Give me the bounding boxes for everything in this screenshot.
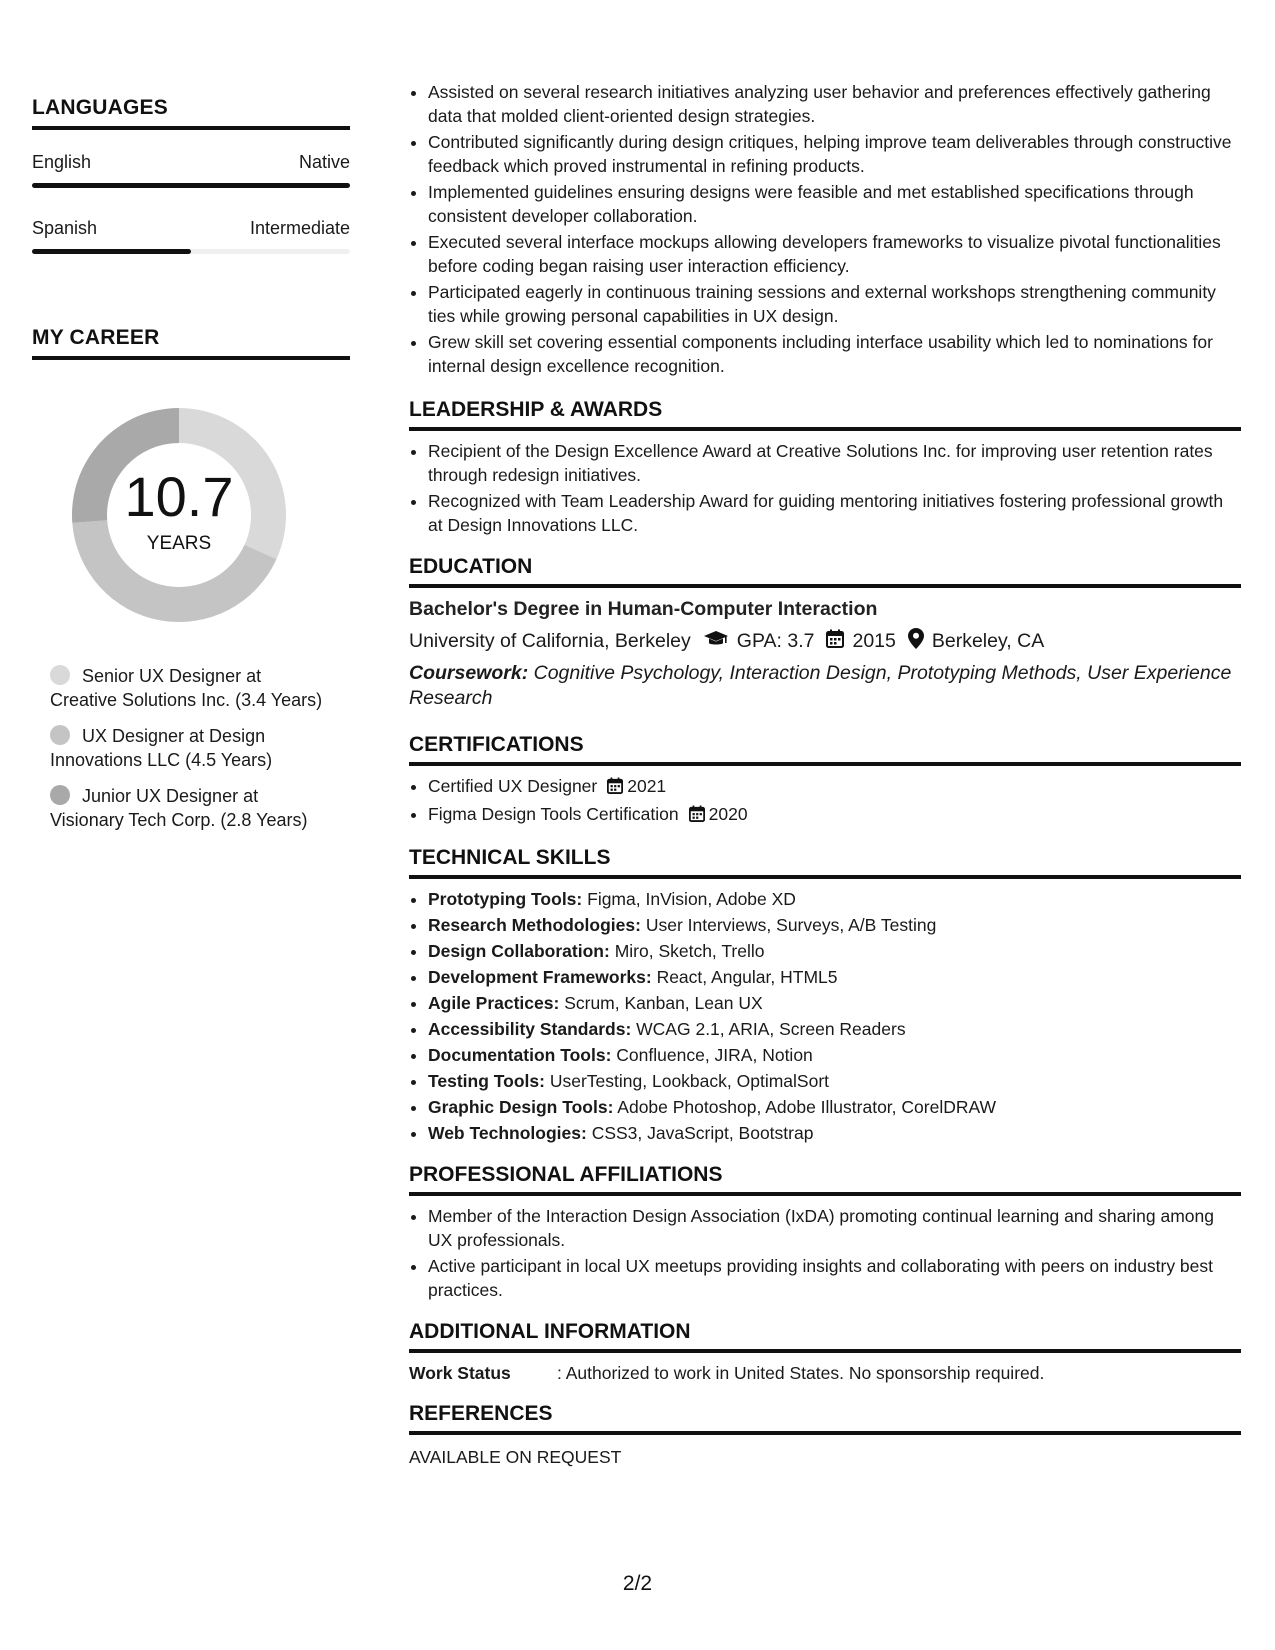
skill-value: Miro, Sketch, Trello	[614, 941, 765, 961]
coursework	[409, 661, 1241, 711]
certification-year: 2020	[708, 804, 748, 824]
career-years-unit: YEARS	[146, 533, 212, 554]
skill-label: Research Methodologies:	[428, 915, 641, 935]
calendar-icon	[689, 804, 705, 828]
donut-center	[66, 402, 292, 628]
language-item	[32, 152, 350, 188]
list-item	[428, 802, 1241, 828]
legend-label: Junior UX Designer at Visionary Tech Corp. (2.8 Years)	[50, 786, 308, 830]
legend-dot-icon	[50, 785, 70, 805]
skill-value: UserTesting, Lookback, OptimalSort	[549, 1071, 830, 1091]
language-name: English	[32, 152, 92, 172]
languages-title: LANGUAGES	[32, 96, 350, 130]
list-item: • Assisted on several research initiatives analyzing user behavior and preferences effectively gathering data that molded client-oriented design strategies.	[428, 80, 1241, 128]
skill-label: Web Technologies:	[428, 1123, 587, 1143]
school-name: University of California, Berkeley	[409, 630, 691, 652]
certifications-title: CERTIFICATIONS	[409, 733, 1241, 766]
list-item: • Executed several interface mockups allowing developers frameworks to visualize pivotal functionalities before coding began raising user interaction efficiency.	[428, 230, 1241, 278]
list-item	[428, 1017, 1241, 1041]
additional-info-section	[409, 1320, 1241, 1384]
additional-info-title: ADDITIONAL INFORMATION	[409, 1320, 1241, 1353]
list-item	[428, 965, 1241, 989]
skill-value: Scrum, Kanban, Lean UX	[564, 993, 763, 1013]
references-section	[409, 1402, 1241, 1468]
gpa: GPA: 3.7	[736, 630, 815, 652]
skill-label: Design Collaboration:	[428, 941, 610, 961]
skill-value: Confluence, JIRA, Notion	[616, 1045, 813, 1065]
legend-dot-icon	[50, 665, 70, 685]
calendar-icon	[826, 629, 844, 654]
skills-list	[409, 887, 1241, 1145]
coursework-list: Cognitive Psychology, Interaction Design, Prototyping Methods, User Experience Research	[409, 662, 1232, 709]
skill-value: Figma, InVision, Adobe XD	[587, 889, 796, 909]
list-item: • Recognized with Team Leadership Award for guiding mentoring initiatives fostering professional growth at Design Innovations LLC.	[428, 489, 1241, 537]
work-status-row	[409, 1363, 1241, 1384]
education-section	[409, 555, 1241, 711]
list-item	[428, 774, 1241, 800]
skills-title: TECHNICAL SKILLS	[409, 846, 1241, 879]
affiliations-list	[409, 1204, 1241, 1302]
awards-title: LEADERSHIP & AWARDS	[409, 398, 1241, 431]
certifications-list	[409, 774, 1241, 828]
list-item	[428, 1095, 1241, 1119]
skill-label: Documentation Tools:	[428, 1045, 612, 1065]
skill-label: Agile Practices:	[428, 993, 560, 1013]
skill-value: React, Angular, HTML5	[656, 967, 838, 987]
list-item	[428, 991, 1241, 1015]
degree-name: Bachelor's Degree in Human-Computer Interaction	[409, 598, 878, 620]
skill-label: Development Frameworks:	[428, 967, 652, 987]
career-title: MY CAREER	[32, 326, 350, 360]
list-item	[428, 913, 1241, 937]
skill-value: User Interviews, Surveys, A/B Testing	[645, 915, 937, 935]
education-details	[409, 628, 1241, 655]
main-content	[409, 80, 1241, 1468]
list-item	[428, 1121, 1241, 1145]
skill-label: Accessibility Standards:	[428, 1019, 632, 1039]
list-item: • Participated eagerly in continuous training sessions and external workshops strengthening community ties while growing personal capabilities in UX design.	[428, 280, 1241, 328]
list-item: • Active participant in local UX meetups providing insights and collaborating with peers on industry best practices.	[428, 1254, 1241, 1302]
list-item	[428, 1069, 1241, 1093]
certification-name: Figma Design Tools Certification	[428, 804, 679, 824]
work-status-value: : Authorized to work in United States. No sponsorship required.	[557, 1363, 1045, 1383]
certifications-section	[409, 733, 1241, 828]
affiliations-section	[409, 1163, 1241, 1302]
calendar-icon	[607, 776, 623, 800]
language-proficiency-fill	[32, 249, 191, 254]
sidebar	[32, 96, 350, 844]
skill-value: CSS3, JavaScript, Bootstrap	[591, 1123, 814, 1143]
skills-section	[409, 846, 1241, 1145]
language-name: Spanish	[32, 218, 98, 238]
language-item	[32, 218, 350, 254]
language-proficiency-bar	[32, 183, 350, 188]
skill-label: Prototyping Tools:	[428, 889, 583, 909]
affiliations-title: PROFESSIONAL AFFILIATIONS	[409, 1163, 1241, 1196]
language-level: Native	[298, 152, 350, 172]
legend-dot-icon	[50, 725, 70, 745]
list-item: • Member of the Interaction Design Association (IxDA) promoting continual learning and sharing among UX professionals.	[428, 1204, 1241, 1252]
skill-label: Graphic Design Tools:	[428, 1097, 614, 1117]
skill-label: Testing Tools:	[428, 1071, 545, 1091]
list-item	[428, 939, 1241, 963]
career-legend-item	[50, 724, 330, 772]
awards-section	[409, 398, 1241, 537]
awards-list	[409, 439, 1241, 537]
skill-value: Adobe Photoshop, Adobe Illustrator, CorelDRAW	[617, 1097, 997, 1117]
career-legend-item	[50, 784, 330, 832]
coursework-label: Coursework:	[409, 662, 529, 684]
language-level: Intermediate	[249, 218, 350, 238]
page-number: 2/2	[622, 1572, 653, 1595]
career-total-years: 10.7	[124, 465, 234, 528]
references-title: REFERENCES	[409, 1402, 1241, 1435]
experience-bullets	[409, 80, 1241, 378]
graduation-cap-icon	[703, 630, 729, 654]
work-status-key: Work Status	[409, 1363, 511, 1383]
education-title: EDUCATION	[409, 555, 1241, 588]
career-legend	[32, 664, 330, 832]
language-proficiency-fill	[32, 183, 350, 188]
list-item	[428, 887, 1241, 911]
list-item: • Grew skill set covering essential components including interface usability which led to nominations for internal design excellence recognition.	[428, 330, 1241, 378]
graduation-year: 2015	[852, 630, 896, 652]
language-proficiency-bar	[32, 249, 350, 254]
list-item	[428, 1043, 1241, 1067]
career-donut-chart	[66, 402, 292, 628]
school-location: Berkeley, CA	[931, 630, 1045, 652]
list-item: • Recipient of the Design Excellence Award at Creative Solutions Inc. for improving user retention rates through redesign initiatives.	[428, 439, 1241, 487]
legend-label: UX Designer at Design Innovations LLC (4.5 Years)	[50, 726, 273, 770]
map-pin-icon	[908, 628, 924, 655]
legend-label: Senior UX Designer at Creative Solutions Inc. (3.4 Years)	[50, 666, 323, 710]
list-item: • Contributed significantly during design critiques, helping improve team deliverables through constructive feedback which proved instrumental in refining products.	[428, 130, 1241, 178]
certification-year: 2021	[627, 776, 667, 796]
certification-name: Certified UX Designer	[428, 776, 598, 796]
experience-section	[409, 80, 1241, 378]
skill-value: WCAG 2.1, ARIA, Screen Readers	[636, 1019, 906, 1039]
career-legend-item	[50, 664, 330, 712]
references-text: AVAILABLE ON REQUEST	[409, 1447, 622, 1467]
list-item: • Implemented guidelines ensuring designs were feasible and met established specifications through consistent developer collaboration.	[428, 180, 1241, 228]
